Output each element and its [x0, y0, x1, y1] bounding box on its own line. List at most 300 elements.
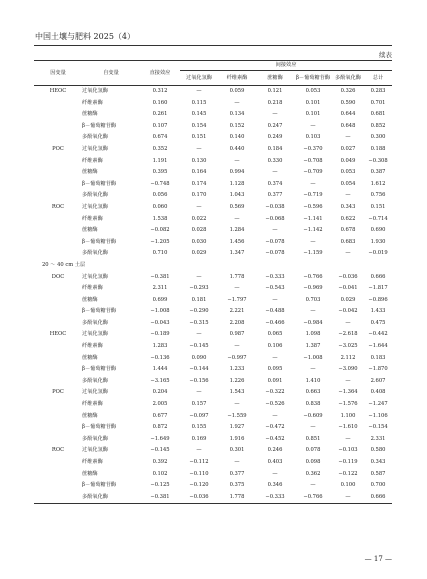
table-cell: 1.456 [229, 238, 245, 245]
table-cell: 0.184 [267, 145, 283, 152]
table-cell: −0.019 [368, 250, 388, 257]
independent-variable: 纤维素酶 [82, 157, 103, 164]
table-cell: 0.160 [152, 99, 168, 106]
table-row [34, 98, 392, 110]
table-cell: 0.300 [370, 134, 386, 141]
table-row [34, 422, 392, 434]
table-row [34, 329, 392, 341]
table-cell: 1.284 [229, 227, 245, 234]
table-cell: 0.029 [340, 296, 356, 303]
table-cell: −0.896 [368, 296, 388, 303]
table-cell: — [272, 354, 278, 361]
table-cell: 0.107 [152, 122, 168, 129]
table-cell: 0.851 [305, 435, 321, 442]
table-cell: 0.152 [229, 122, 245, 129]
table-cell: −0.543 [265, 285, 285, 292]
table-cell: 0.374 [267, 180, 283, 187]
table-row [34, 469, 392, 481]
table-cell: — [310, 308, 316, 315]
independent-variable: 过氧化氢酶 [82, 447, 108, 454]
dependent-variable [34, 98, 82, 110]
table-row [34, 434, 392, 446]
dependent-variable [34, 283, 82, 295]
table-cell: 0.644 [340, 111, 356, 118]
table-cell: 2.331 [370, 435, 386, 442]
table-cell: 0.301 [229, 447, 245, 454]
table-cell: −0.145 [150, 447, 170, 454]
table-cell: — [310, 180, 316, 187]
independent-variable: 蔗糖酶 [82, 470, 98, 477]
dependent-variable: POC [52, 145, 64, 152]
table-cell: −0.120 [189, 482, 209, 489]
independent-variable: 过氧化氢酶 [82, 203, 108, 210]
dependent-variable [34, 341, 82, 353]
table-cell: 0.569 [229, 203, 245, 210]
table-cell: — [310, 238, 316, 245]
table-cell: 0.053 [340, 169, 356, 176]
table-cell: −0.709 [303, 169, 323, 176]
dependent-variable [34, 167, 82, 179]
table-cell: — [196, 203, 202, 210]
table-cell: 1.387 [305, 343, 321, 350]
table-cell: 2.221 [229, 308, 245, 315]
table-cell: 0.987 [229, 331, 245, 338]
table-cell: 0.375 [229, 482, 245, 489]
table-cell: — [345, 192, 351, 199]
table-cell: −0.719 [303, 192, 323, 199]
dependent-variable [34, 411, 82, 423]
independent-variable: 蔗糖酶 [82, 111, 98, 118]
dependent-variable [34, 190, 82, 202]
table-cell: 0.100 [340, 482, 356, 489]
independent-variable: 蔗糖酶 [82, 354, 98, 361]
table-cell: −3.165 [150, 377, 170, 384]
table-cell: 0.681 [370, 111, 386, 118]
table-cell: 1.778 [229, 273, 245, 280]
table-cell: 0.580 [370, 447, 386, 454]
section-label: 20 ～ 40 cm 土层 [42, 261, 86, 268]
table-cell: −2.618 [338, 331, 358, 338]
table-row [34, 202, 392, 214]
table-cell: — [345, 377, 351, 384]
header-rule [34, 45, 392, 46]
table-cell: −0.322 [265, 389, 285, 396]
dependent-variable [34, 109, 82, 121]
dependent-variable [34, 376, 82, 388]
table-cell: 0.756 [370, 192, 386, 199]
table-cell: — [234, 343, 240, 350]
table-cell: — [310, 424, 316, 431]
independent-variable: β－葡萄糖苷酶 [82, 122, 117, 129]
table-cell: −0.472 [265, 424, 285, 431]
table-cell: −0.596 [303, 203, 323, 210]
independent-variable: 蔗糖酶 [82, 169, 98, 176]
col-header-indirect: 间接效应 [180, 61, 392, 71]
table-cell: 0.377 [229, 470, 245, 477]
table-cell: 1.543 [229, 389, 245, 396]
table-cell: — [234, 459, 240, 465]
table-cell: 0.059 [229, 88, 245, 94]
table-row [34, 109, 392, 121]
table-cell: −0.290 [189, 308, 209, 315]
table-cell: 0.101 [305, 99, 321, 106]
table-cell: — [345, 134, 351, 141]
table-cell: 0.677 [152, 412, 168, 419]
table-cell: 0.700 [370, 482, 386, 489]
table-cell: 0.587 [370, 470, 386, 477]
dependent-variable [34, 306, 82, 318]
table-cell: −1.817 [368, 285, 388, 292]
table-cell: 0.312 [152, 88, 168, 94]
continued-label: 续表 [379, 51, 392, 59]
table-cell: −0.442 [368, 331, 388, 338]
table-cell: — [234, 401, 240, 408]
table-cell: 0.377 [267, 192, 283, 199]
dependent-variable [34, 434, 82, 446]
col-header-direct: 直接效应 [140, 61, 180, 86]
table-cell: −0.119 [338, 459, 358, 465]
table-cell: 1.538 [152, 215, 168, 222]
table-cell: −1.644 [368, 343, 388, 350]
table-cell: −0.766 [303, 273, 323, 280]
independent-variable: 多酚氧化酶 [82, 250, 108, 257]
table-cell: — [272, 227, 278, 234]
table-cell: −0.144 [189, 366, 209, 373]
independent-variable: 多酚氧化酶 [82, 435, 108, 442]
table-cell: — [196, 389, 202, 396]
table-cell: 0.648 [340, 122, 356, 129]
table-cell: 0.134 [229, 111, 245, 118]
table-cell: — [196, 331, 202, 338]
dependent-variable [34, 132, 82, 144]
table-cell: — [272, 412, 278, 419]
table-row [34, 179, 392, 191]
independent-variable: 纤维素酶 [82, 459, 103, 465]
table-cell: −0.068 [265, 215, 285, 222]
table-cell: 2.005 [152, 401, 168, 408]
independent-variable: β－葡萄糖苷酶 [82, 424, 117, 431]
dependent-variable [34, 318, 82, 330]
independent-variable: 多酚氧化酶 [82, 134, 108, 141]
table-cell: — [310, 122, 316, 129]
table-cell: −0.381 [140, 492, 180, 504]
table-cell: 0.090 [191, 354, 207, 361]
table-row [34, 341, 392, 353]
table-cell: −0.766 [294, 492, 332, 504]
table-cell: 0.246 [267, 447, 283, 454]
table-row [34, 353, 392, 365]
col-header-polyphenol-oxidase: 多酚氧化酶 [332, 71, 364, 86]
table-row [34, 364, 392, 376]
table-cell: −0.136 [150, 354, 170, 361]
table-cell: −0.333 [265, 273, 285, 280]
table-cell: −0.466 [265, 319, 285, 326]
table-cell: 1.100 [340, 412, 356, 419]
table-cell: −1.205 [150, 238, 170, 245]
table-cell: 0.140 [229, 134, 245, 141]
table-cell: 1.444 [152, 366, 168, 373]
table-cell: 0.060 [152, 203, 168, 210]
table-cell: 0.029 [191, 250, 207, 257]
table-cell: −0.609 [303, 412, 323, 419]
table-cell: — [196, 88, 202, 94]
table-cell: −1.008 [150, 308, 170, 315]
table-cell: −0.125 [150, 482, 170, 489]
table-cell: 0.028 [191, 227, 207, 234]
table-cell: −1.106 [368, 412, 388, 419]
table-row [34, 121, 392, 133]
table-cell: 0.188 [370, 145, 386, 152]
table-cell: −0.122 [338, 470, 358, 477]
table-cell: 1.226 [229, 377, 245, 384]
dependent-variable: DOC [51, 273, 65, 280]
dependent-variable [34, 492, 82, 504]
table-cell: −0.038 [265, 203, 285, 210]
table-cell: −1.008 [303, 354, 323, 361]
table-cell: — [272, 111, 278, 118]
independent-variable: 蔗糖酶 [82, 412, 98, 419]
table-cell: 0.994 [229, 169, 245, 176]
table-cell: 0.054 [340, 180, 356, 187]
journal-name: 中国土壤与肥料 [35, 32, 91, 41]
table-cell: 0.181 [191, 296, 207, 303]
table-cell: −0.370 [303, 145, 323, 152]
table-cell: 0.183 [370, 354, 386, 361]
dependent-variable [34, 457, 82, 469]
table-cell: 2.208 [229, 319, 245, 326]
independent-variable: 过氧化氢酶 [82, 145, 108, 152]
path-analysis-table [34, 60, 392, 504]
table-cell: 1.930 [370, 238, 386, 245]
dependent-variable [34, 364, 82, 376]
table-cell: — [234, 157, 240, 164]
independent-variable: 过氧化氢酶 [82, 273, 108, 280]
table-cell: — [196, 273, 202, 280]
dependent-variable [34, 295, 82, 307]
table-cell: 0.678 [340, 227, 356, 234]
table-cell: 0.121 [267, 88, 283, 94]
independent-variable: 纤维素酶 [82, 401, 103, 408]
table-cell: −0.333 [256, 492, 294, 504]
table-cell: — [345, 435, 351, 442]
table-cell: — [234, 285, 240, 292]
dependent-variable: HEOC [49, 331, 67, 338]
table-cell: −3.025 [338, 343, 358, 350]
table-row [34, 480, 392, 492]
independent-variable: 多酚氧化酶 [82, 492, 140, 504]
independent-variable: β－葡萄糖苷酶 [82, 366, 117, 373]
col-header-sucrase: 蔗糖酶 [256, 71, 294, 86]
table-cell: −1.247 [368, 401, 388, 408]
table-cell: 0.701 [370, 99, 386, 106]
independent-variable: 蔗糖酶 [82, 227, 98, 234]
table-cell: 0.164 [191, 169, 207, 176]
table-cell: −3.090 [338, 366, 358, 373]
table-cell: 1.778 [218, 492, 256, 504]
dependent-variable [34, 121, 82, 133]
running-header [35, 31, 135, 42]
independent-variable: 蔗糖酶 [82, 296, 98, 303]
table-cell: 0.872 [152, 424, 168, 431]
table-cell: 0.352 [152, 145, 168, 152]
dependent-variable [34, 422, 82, 434]
col-header-glucosidase: β－葡萄糖苷酶 [294, 71, 332, 86]
col-header-dependent: 因变量 [34, 61, 82, 86]
table-cell: 0.663 [305, 389, 321, 396]
table-cell: −0.189 [150, 331, 170, 338]
independent-variable: 过氧化氢酶 [82, 389, 108, 396]
dependent-variable [34, 156, 82, 168]
table-row [34, 156, 392, 168]
table-cell: 0.690 [370, 227, 386, 234]
table-cell: 0.666 [364, 492, 392, 504]
dependent-variable: HEOC [49, 88, 67, 94]
table-cell: −0.041 [338, 285, 358, 292]
independent-variable: 过氧化氢酶 [82, 331, 108, 338]
table-cell: −0.082 [150, 227, 170, 234]
page-number: — 17 — [364, 555, 392, 563]
table-row [34, 295, 392, 307]
table-cell: — [345, 319, 351, 326]
table-cell: 1.347 [229, 250, 245, 257]
table-row [34, 457, 392, 469]
table-cell: −0.452 [265, 435, 285, 442]
table-cell: 1.433 [370, 308, 386, 315]
table-cell: 1.410 [305, 377, 321, 384]
dependent-variable [34, 399, 82, 411]
table-cell: 0.247 [267, 122, 283, 129]
table-cell: 0.283 [370, 88, 386, 94]
table-cell: −0.381 [150, 273, 170, 280]
table-cell: 0.155 [191, 424, 207, 431]
table-cell: 0.022 [191, 215, 207, 222]
table-cell: −0.042 [338, 308, 358, 315]
table-cell: −0.969 [303, 285, 323, 292]
table-cell: −0.308 [368, 157, 388, 164]
table-cell: 0.098 [305, 459, 321, 465]
independent-variable: 纤维素酶 [82, 343, 103, 350]
table-cell: −0.043 [150, 319, 170, 326]
table-cell: — [234, 215, 240, 222]
table-cell: 2.112 [340, 354, 356, 361]
table-cell: −0.145 [189, 343, 209, 350]
dependent-variable [34, 179, 82, 191]
dependent-variable [34, 237, 82, 249]
table-cell: −0.526 [265, 401, 285, 408]
table-cell: 0.590 [340, 99, 356, 106]
table-cell: 0.053 [305, 88, 321, 94]
independent-variable: β－葡萄糖苷酶 [82, 238, 117, 245]
dependent-variable [34, 225, 82, 237]
table-cell: 0.249 [267, 134, 283, 141]
table-cell: 1.128 [229, 180, 245, 187]
table-cell: 0.145 [191, 111, 207, 118]
table-cell: −0.488 [265, 308, 285, 315]
table-cell: 0.056 [152, 192, 168, 199]
table-row [34, 132, 392, 144]
table-cell: 0.049 [340, 157, 356, 164]
table-row [34, 376, 392, 388]
table-cell: −0.078 [265, 238, 285, 245]
table-cell: −0.748 [150, 180, 170, 187]
table-cell: — [310, 482, 316, 489]
table-cell: 0.403 [267, 459, 283, 465]
table-cell: 0.622 [340, 215, 356, 222]
table-cell: 0.157 [191, 401, 207, 408]
independent-variable: β－葡萄糖苷酶 [82, 180, 117, 187]
table-row [34, 272, 392, 284]
table-cell: 0.343 [340, 203, 356, 210]
table-cell: −1.610 [338, 424, 358, 431]
table-cell: 0.330 [267, 157, 283, 164]
table-cell: 0.346 [267, 482, 283, 489]
table-cell: 0.343 [370, 459, 386, 465]
table-row [34, 306, 392, 318]
table-cell: −1.159 [303, 250, 323, 257]
table-cell: 0.683 [340, 238, 356, 245]
table-row [34, 144, 392, 156]
table-cell: −1.142 [303, 227, 323, 234]
independent-variable: β－葡萄糖苷酶 [82, 308, 117, 315]
table-cell: 0.440 [229, 145, 245, 152]
year-issue: 2025（4） [93, 32, 135, 41]
table-cell: 0.101 [305, 111, 321, 118]
table-cell: −0.103 [338, 447, 358, 454]
table-cell: 0.103 [305, 134, 321, 141]
dependent-variable [34, 469, 82, 481]
table-row [34, 248, 392, 260]
dependent-variable [34, 248, 82, 260]
table-cell: 0.218 [267, 99, 283, 106]
table-cell: 0.408 [370, 389, 386, 396]
table-cell: — [196, 145, 202, 152]
col-header-catalase: 过氧化氢酶 [180, 71, 218, 86]
dependent-variable [34, 480, 82, 492]
table-cell: 1.927 [229, 424, 245, 431]
table-cell: −1.364 [338, 389, 358, 396]
table-cell: 0.151 [370, 203, 386, 210]
independent-variable: 纤维素酶 [82, 99, 103, 106]
table-cell: −0.997 [227, 354, 247, 361]
table-cell: 0.674 [152, 134, 168, 141]
table-cell: 2.311 [152, 285, 168, 292]
table-cell: — [332, 492, 364, 504]
table-row [34, 190, 392, 202]
table-cell: 0.852 [370, 122, 386, 129]
table-cell: −0.097 [189, 412, 209, 419]
table-row [34, 283, 392, 295]
table-cell: 1.233 [229, 366, 245, 373]
table-cell: 0.699 [152, 296, 168, 303]
table-cell: 0.030 [191, 238, 207, 245]
table-cell: −1.141 [303, 215, 323, 222]
table-cell: −0.112 [189, 459, 209, 465]
table-row [34, 492, 392, 504]
table-cell: 0.204 [152, 389, 168, 396]
table-row [34, 445, 392, 457]
table-cell: 0.666 [370, 273, 386, 280]
table-row [34, 387, 392, 399]
table-row [34, 237, 392, 249]
table-row [34, 225, 392, 237]
table-cell: 0.154 [191, 122, 207, 129]
table-row [34, 399, 392, 411]
table-cell: — [272, 470, 278, 477]
dependent-variable: ROC [51, 447, 65, 454]
table-cell: 0.326 [340, 88, 356, 94]
table-cell: −1.559 [227, 412, 247, 419]
table-cell: 0.703 [305, 296, 321, 303]
